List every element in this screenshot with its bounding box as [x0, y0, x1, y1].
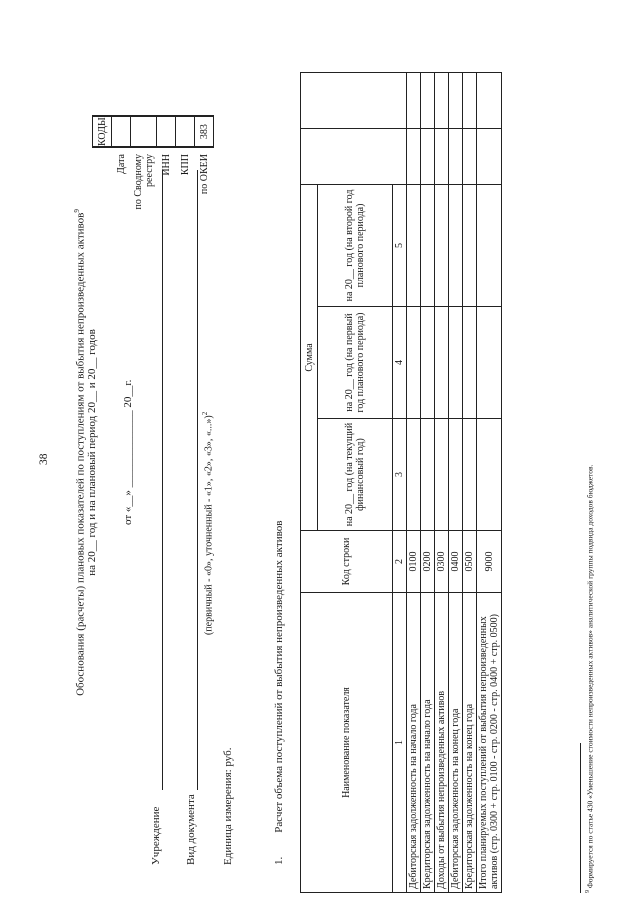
- footnote-text: Формируется по статье 430 «Уменьшение стоимости непроизведенных активов» аналитической группы подвида доходов бюджетов.: [585, 464, 595, 889]
- doc-type-label: Вид документа: [185, 794, 197, 865]
- row-extra-cell: [435, 128, 449, 184]
- row-name: Итого планируемых поступлений от выбытия непроизведенных активов (стр. 0300 + стр. 0100 - стр. 0200 - стр. 0400 + стр. 0500): [477, 593, 502, 893]
- code-label-date: Дата: [115, 154, 127, 174]
- row-extra-cell: [449, 72, 463, 128]
- row-value-year1[interactable]: [435, 419, 449, 531]
- col-header-sum: Сумма: [301, 184, 318, 530]
- table-row: [463, 72, 477, 892]
- row-name: Дебиторская задолженность на конец года: [449, 593, 463, 893]
- codes-spacer: [93, 147, 112, 218]
- col-header-code: Код строки: [301, 531, 393, 593]
- code-label-kpp: КПП: [179, 154, 191, 176]
- row-value-year2[interactable]: [449, 307, 463, 419]
- form-title-text: Обоснования (расчеты) плановых показателей по поступлениям от выбытия непроизведенных активов: [74, 212, 87, 696]
- code-value-okei[interactable]: 383: [195, 116, 214, 147]
- section-title: Расчет объема поступлений от выбытия непроизведенных активов: [273, 520, 285, 833]
- code-value-registry[interactable]: [131, 116, 157, 147]
- col-header-year2: на 20__ год (на первый год планового периода): [318, 307, 393, 419]
- code-value-date[interactable]: [112, 116, 131, 147]
- table-row: [407, 72, 421, 892]
- date-line: от «__» ______________ 20__г.: [122, 379, 134, 525]
- col-number: 5: [393, 184, 407, 306]
- row-value-year2[interactable]: [407, 307, 421, 419]
- page-number: 38: [38, 453, 50, 465]
- code-value-kpp[interactable]: [176, 116, 195, 147]
- row-name: Дебиторская задолженность на начало года: [407, 593, 421, 893]
- revenue-table: [300, 72, 502, 893]
- footnote-mark: 9: [585, 890, 591, 893]
- institution-label: Учреждение: [150, 806, 162, 865]
- extra-col-2: [301, 72, 407, 128]
- row-extra-cell: [407, 72, 421, 128]
- row-value-year1[interactable]: [463, 419, 477, 531]
- row-value-year1[interactable]: [421, 419, 435, 531]
- doc-type-hint: [201, 412, 214, 635]
- footnote-divider: [580, 743, 581, 893]
- row-value-year1[interactable]: [407, 419, 421, 531]
- section-heading: [273, 521, 285, 865]
- col-header-year1: на 20__ год (на текущий финансовый год): [318, 419, 393, 531]
- row-extra-cell: [449, 128, 463, 184]
- institution-line[interactable]: [150, 170, 163, 790]
- col-header-name: Наименование показателя: [301, 593, 393, 893]
- code-label-inn: ИНН: [160, 154, 172, 176]
- doc-type-line[interactable]: [185, 170, 198, 790]
- col-number: 1: [393, 593, 407, 893]
- row-value-year2[interactable]: [477, 307, 502, 419]
- row-name: Кредиторская задолженность на начало года: [421, 593, 435, 893]
- codes-header: КОДЫ: [93, 116, 112, 147]
- unit-label: Единица измерения: руб.: [222, 747, 234, 865]
- doc-type-hint-text: (первичный - «0», уточненный - «1», «2», «3», «...»): [203, 415, 215, 635]
- row-value-year3[interactable]: [421, 184, 435, 306]
- title-footnote-mark: 9: [73, 209, 81, 213]
- col-number: 3: [393, 419, 407, 531]
- table-row: [435, 72, 449, 892]
- code-value-inn[interactable]: [157, 116, 176, 147]
- row-extra-cell: [477, 128, 502, 184]
- row-code: 9000: [477, 531, 502, 593]
- row-name: Доходы от выбытия непроизведенных активов: [435, 593, 449, 893]
- row-value-year3[interactable]: [477, 184, 502, 306]
- section-number: 1.: [273, 856, 285, 865]
- row-value-year3[interactable]: [463, 184, 477, 306]
- table-row-total: [477, 72, 502, 892]
- row-value-year3[interactable]: [449, 184, 463, 306]
- table-row: [449, 72, 463, 892]
- row-value-year1[interactable]: [477, 419, 502, 531]
- footnote: [585, 465, 595, 893]
- row-value-year3[interactable]: [407, 184, 421, 306]
- code-label-okei: по ОКЕИ: [198, 154, 210, 195]
- row-code: 0300: [435, 531, 449, 593]
- row-extra-cell: [407, 128, 421, 184]
- row-value-year1[interactable]: [449, 419, 463, 531]
- table-row: [421, 72, 435, 892]
- row-extra-cell: [435, 72, 449, 128]
- row-value-year2[interactable]: [435, 307, 449, 419]
- doc-type-hint-mark: 2: [201, 411, 209, 416]
- row-extra-cell: [477, 72, 502, 128]
- row-value-year3[interactable]: [435, 184, 449, 306]
- extra-col-1: [301, 128, 407, 184]
- row-value-year2[interactable]: [421, 307, 435, 419]
- row-value-year2[interactable]: [463, 307, 477, 419]
- row-code: 0200: [421, 531, 435, 593]
- form-title: [70, 0, 88, 905]
- planning-period: на 20__ год и на плановый период 20__ и 20__ годов: [86, 329, 98, 576]
- row-extra-cell: [463, 128, 477, 184]
- row-name: Кредиторская задолженность на конец года: [463, 593, 477, 893]
- row-code: 0400: [449, 531, 463, 593]
- col-header-year3: на 20__ год (на второй год планового периода): [318, 184, 393, 306]
- row-code: 0100: [407, 531, 421, 593]
- code-label-registry: по Сводному реестру: [132, 154, 155, 210]
- col-number: 2: [393, 531, 407, 593]
- row-extra-cell: [463, 72, 477, 128]
- col-number: 4: [393, 307, 407, 419]
- row-code: 0500: [463, 531, 477, 593]
- row-extra-cell: [421, 128, 435, 184]
- row-extra-cell: [421, 72, 435, 128]
